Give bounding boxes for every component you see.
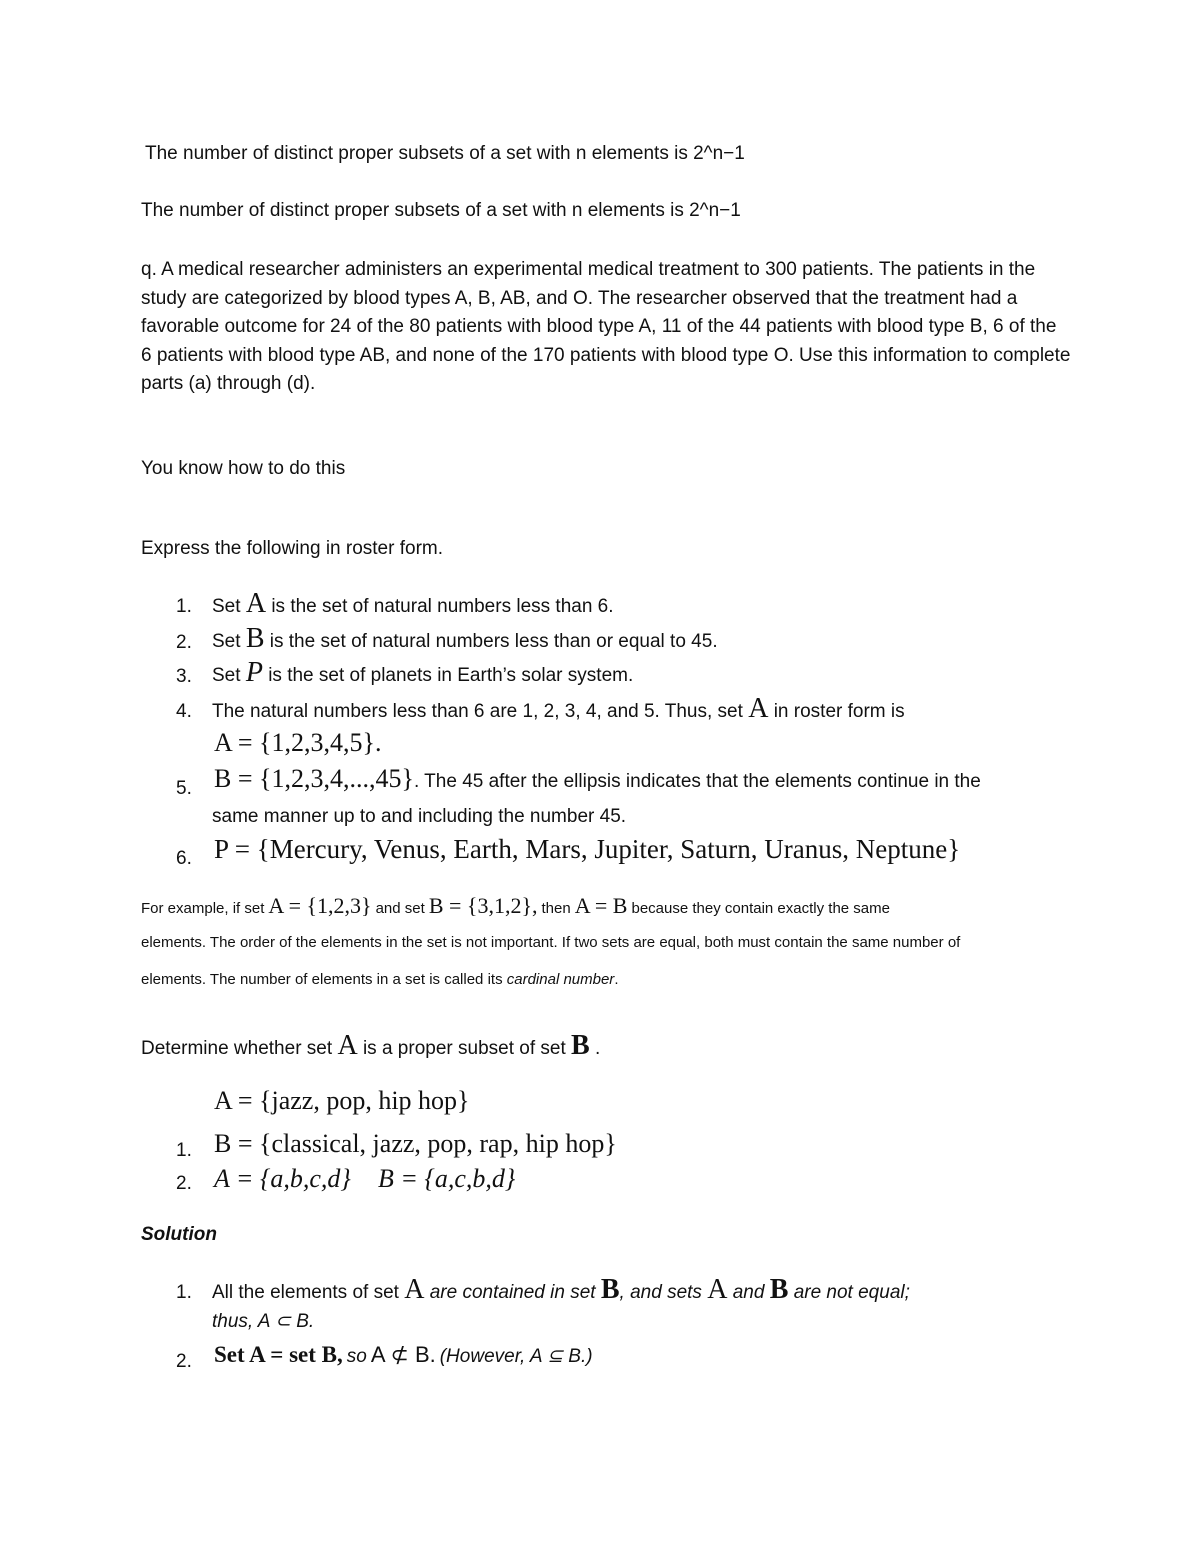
variable-a: A bbox=[404, 1274, 425, 1305]
solution-text-so: so bbox=[346, 1346, 367, 1367]
roster-item-5-continuation: same manner up to and including the number 45. bbox=[212, 806, 627, 827]
example-text-d: because they contain exactly the same bbox=[631, 900, 890, 917]
formula-a-letters: A = {a,b,c,d} bbox=[214, 1164, 351, 1193]
solution-not-subset: A ⊄ B. bbox=[370, 1342, 436, 1367]
variable-p: P bbox=[245, 657, 263, 688]
roster-item-3 bbox=[212, 657, 633, 689]
list-number-1: 1. bbox=[176, 1140, 192, 1161]
determine-text-a: Determine whether set bbox=[141, 1038, 333, 1059]
roster-item-3-text: is the set of planets in Earth’s solar system. bbox=[268, 665, 634, 686]
list-number-2: 2. bbox=[176, 1173, 192, 1194]
formula-set-a: A = {1,2,3,4,5}. bbox=[214, 728, 382, 757]
variable-a: A bbox=[748, 693, 769, 724]
roster-item-2 bbox=[212, 623, 718, 655]
roster-item-1-text: is the set of natural numbers less than 6. bbox=[271, 596, 614, 617]
cardinal-number-term: cardinal number bbox=[506, 971, 615, 988]
example-formula-equal: A = B bbox=[574, 893, 628, 918]
solution-line-1 bbox=[212, 1274, 910, 1306]
variable-b: B bbox=[600, 1274, 620, 1305]
formula-set-p: P = {Mercury, Venus, Earth, Mars, Jupiter, Saturn, Uranus, Neptune} bbox=[214, 834, 961, 864]
variable-a: A bbox=[245, 588, 267, 619]
roster-item-5-text: . The 45 after the ellipsis indicates that the elements continue in the bbox=[413, 771, 981, 792]
example-text-h: . bbox=[614, 971, 619, 988]
solution-line-2 bbox=[214, 1342, 593, 1368]
solution-however: (However, A ⊆ B.) bbox=[439, 1346, 593, 1367]
list-number-2: 2. bbox=[176, 632, 192, 653]
subsets-statement-1: The number of distinct proper subsets of a set with n elements is 2^n−1 bbox=[145, 143, 745, 164]
solution-text-a: All the elements of set bbox=[212, 1282, 399, 1303]
variable-b: B bbox=[245, 623, 265, 654]
list-number-6: 6. bbox=[176, 848, 192, 869]
example-line-1 bbox=[141, 893, 890, 919]
determine-text-b: is a proper subset of set bbox=[362, 1038, 566, 1059]
solution-text-e: are not equal; bbox=[793, 1282, 910, 1303]
set-word: Set bbox=[212, 631, 241, 652]
roster-item-4-text-end: in roster form is bbox=[773, 701, 905, 722]
variable-a: A bbox=[337, 1030, 358, 1061]
list-number-2: 2. bbox=[176, 1351, 192, 1372]
formula-b-letters: B = {a,c,b,d} bbox=[378, 1164, 516, 1193]
set-word: Set bbox=[212, 596, 241, 617]
solution-formula-equal: Set A = set B, bbox=[214, 1342, 343, 1367]
example-text-c: then bbox=[541, 900, 571, 917]
example-text-a: For example, if set bbox=[141, 900, 265, 917]
note-know-how: You know how to do this bbox=[141, 458, 346, 479]
example-text-b: and set bbox=[375, 900, 425, 917]
roster-item-1 bbox=[212, 588, 614, 620]
example-formula-a: A = {1,2,3} bbox=[268, 893, 372, 918]
example-formula-b: B = {3,1,2}, bbox=[428, 893, 538, 918]
formula-b-music: B = {classical, jazz, pop, rap, hip hop} bbox=[214, 1129, 617, 1158]
list-number-1: 1. bbox=[176, 596, 192, 617]
roster-item-5 bbox=[214, 764, 981, 794]
set-word: Set bbox=[212, 665, 241, 686]
formula-a-music: A = {jazz, pop, hip hop} bbox=[214, 1086, 470, 1115]
example-line-3 bbox=[141, 971, 618, 988]
solution-line-1-continuation: thus, A ⊂ B. bbox=[212, 1311, 315, 1332]
determine-instruction bbox=[141, 1030, 600, 1062]
formula-set-b: B = {1,2,3,4,...,45} bbox=[214, 764, 414, 793]
variable-b: B bbox=[769, 1274, 789, 1305]
solution-text-d: and bbox=[732, 1282, 765, 1303]
list-number-4: 4. bbox=[176, 701, 192, 722]
variable-b: B bbox=[571, 1030, 590, 1061]
example-text-f: elements. The number of elements in a set is called its bbox=[141, 971, 503, 988]
solution-text-c: , and sets bbox=[619, 1282, 702, 1303]
determine-text-c: . bbox=[594, 1038, 601, 1059]
list-number-1: 1. bbox=[176, 1282, 192, 1303]
subsets-statement-2: The number of distinct proper subsets of a set with n elements is 2^n−1 bbox=[141, 200, 741, 221]
roster-instruction: Express the following in roster form. bbox=[141, 538, 444, 559]
solution-heading: Solution bbox=[141, 1224, 217, 1245]
list-number-5: 5. bbox=[176, 778, 192, 799]
roster-item-4 bbox=[212, 693, 905, 725]
question-paragraph: q. A medical researcher administers an experimental medical treatment to 300 patients. The patients in the study are categorized by blood types A, B, AB, and O. The researcher observed that the treatment had a favorable outcome for 24 of the 80 patients with blood type A, 11 of the 44 patients with blood type B, 6 of the 6 patients with blood type AB, and none of the 170 patients with blood type O. Use this information to complete parts (a) through (d). bbox=[141, 259, 1071, 395]
roster-item-2-text: is the set of natural numbers less than or equal to 45. bbox=[269, 631, 718, 652]
list-number-3: 3. bbox=[176, 666, 192, 687]
variable-a: A bbox=[707, 1274, 728, 1305]
solution-text-b: are contained in set bbox=[429, 1282, 596, 1303]
roster-item-4-text: The natural numbers less than 6 are 1, 2, 3, 4, and 5. Thus, set bbox=[212, 701, 743, 722]
example-line-2: elements. The order of the elements in the set is not important. If two sets are equal, both must contain the same number of bbox=[141, 934, 961, 951]
